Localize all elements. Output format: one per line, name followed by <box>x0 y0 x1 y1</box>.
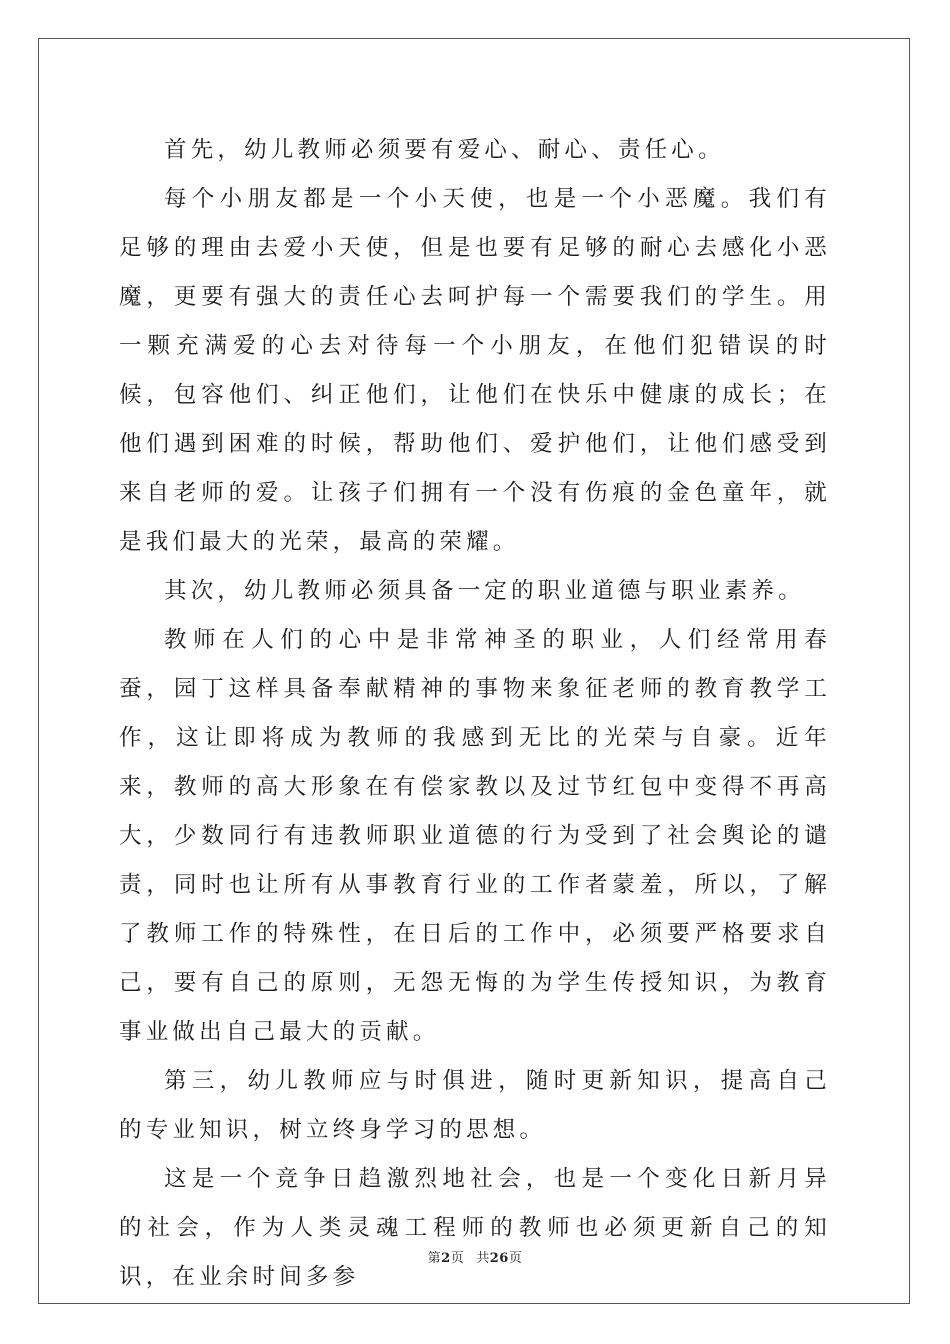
paragraph-professional-ethics-heading: 其次，幼儿教师必须具备一定的职业道德与职业素养。 <box>164 578 805 604</box>
paragraph-lifelong-learning-body: 这是一个竞争日趋激烈地社会，也是一个变化日新月异的社会，作为人类灵魂工程师的教师也必须更新自己的知识，在业余时间多参 <box>119 1166 831 1290</box>
page-footer <box>0 1247 950 1266</box>
total-prefix: 共 <box>476 1251 490 1266</box>
paragraph-love-patience-responsibility-body: 每个小朋友都是一个小天使，也是一个小恶魔。我们有足够的理由去爱小天使，但是也要有足够的耐心去感化小恶魔，更要有强大的责任心去呵护每一个需要我们的学生。用一颗充满爱的心去对待每一个小朋友，在他们犯错误的时候，包容他们、纠正他们，让他们在快乐中健康的成长；在他们遇到困难的时候，帮助他们、爱护他们，让他们感受到来自老师的爱。让孩子们拥有一个没有伤痕的金色童年，就是我们最大的光荣，最高的荣耀。 <box>119 186 831 555</box>
total-pages: 26 <box>489 1251 509 1266</box>
paragraph-lifelong-learning-heading: 第三，幼儿教师应与时俱进，随时更新知识，提高自己的专业知识，树立终身学习的思想。 <box>119 1068 831 1143</box>
paragraph-love-patience-responsibility-heading: 首先，幼儿教师必须要有爱心、耐心、责任心。 <box>164 137 725 163</box>
page-number: 2 <box>441 1251 451 1266</box>
total-suffix: 页 <box>508 1251 523 1266</box>
document-body <box>119 126 831 1302</box>
page-suffix: 页 <box>450 1251 465 1266</box>
paragraph-professional-ethics-body: 教师在人们的心中是非常神圣的职业，人们经常用春蚕，园丁这样具备奉献精神的事物来象征老师的教育教学工作，这让即将成为教师的我感到无比的光荣与自豪。近年来，教师的高大形象在有偿家教以及过节红包中变得不再高大，少数同行有违教师职业道德的行为受到了社会舆论的谴责，同时也让所有从事教育行业的工作者蒙羞，所以，了解了教师工作的特殊性，在日后的工作中，必须要严格要求自己，要有自己的原则，无怨无悔的为学生传授知识，为教育事业做出自己最大的贡献。 <box>119 627 831 1045</box>
page-prefix: 第 <box>427 1251 442 1266</box>
